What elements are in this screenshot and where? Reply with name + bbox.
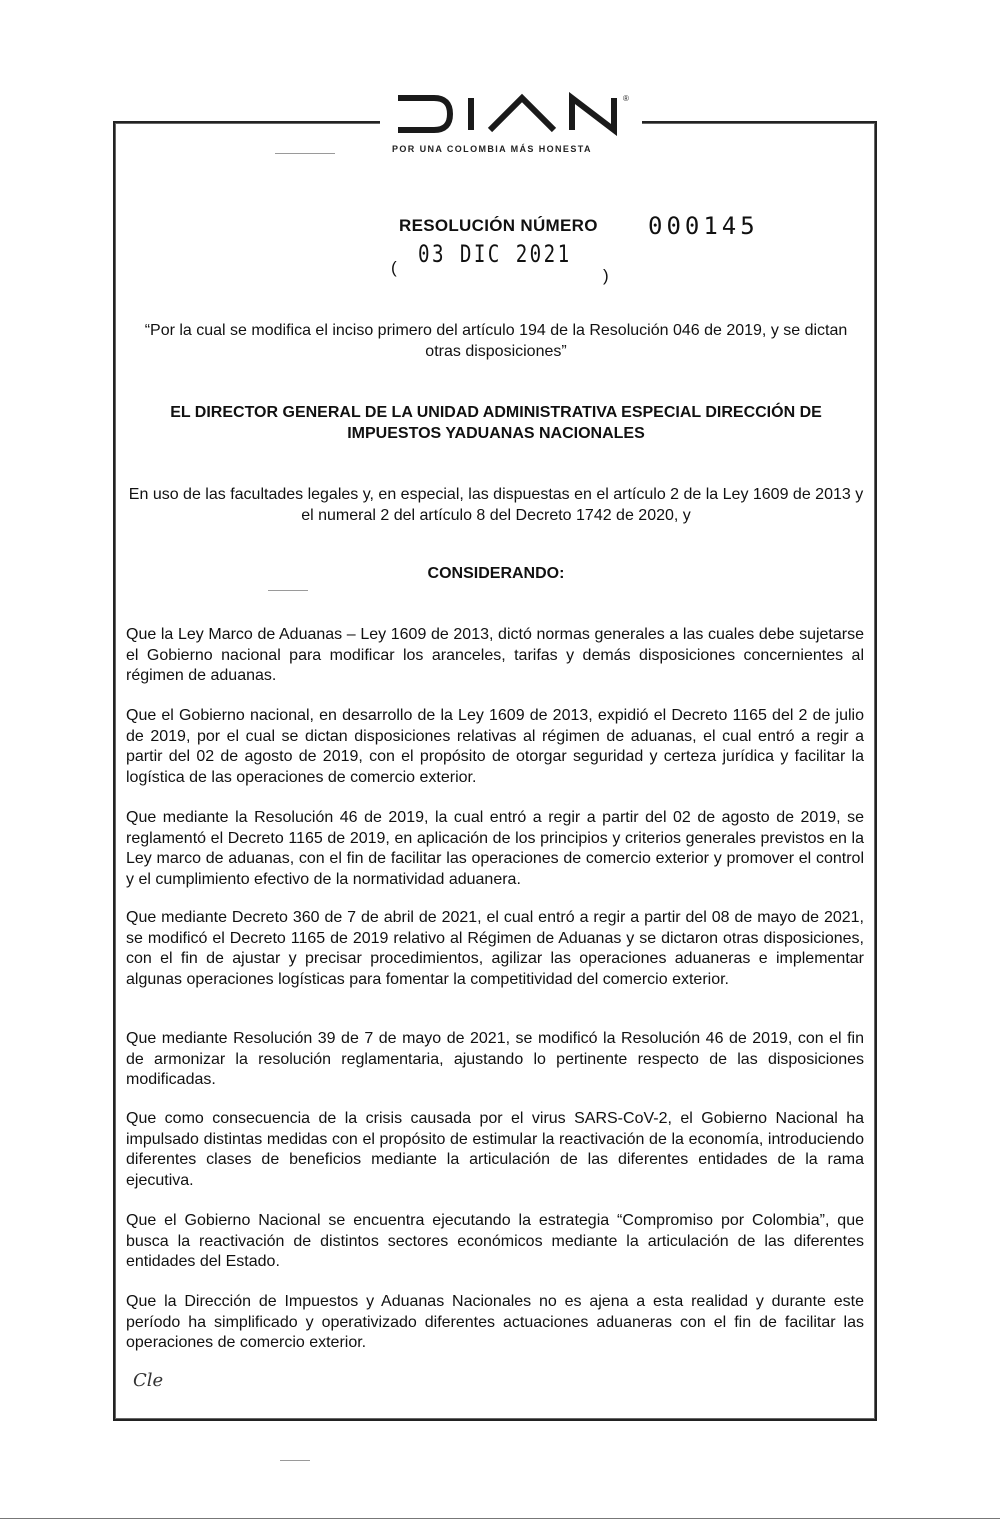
registered-mark: ® [623, 94, 629, 103]
resolution-label: RESOLUCIÓN NÚMERO [399, 216, 598, 235]
dian-logo-mark [394, 92, 624, 136]
logo-tagline: POR UNA COLOMBIA MÁS HONESTA [392, 144, 592, 154]
considering-paragraph: Que como consecuencia de la crisis causada por el virus SARS-CoV-2, el Gobierno Nacional ha impulsado distintas medidas con el propósito de estimular la reactivación de la economía, introduciendo diferentes clases de beneficios mediante la articulación de las diferentes entidades de la rama ejecutiva. [126, 1110, 864, 1189]
scan-edge-line [0, 1518, 1000, 1519]
considering-paragraph: Que la Dirección de Impuestos y Aduanas Nacionales no es ajena a esta realidad y durante este período ha simplificado y operativizado diferentes actuaciones aduaneras con el fin de facilitar las operaciones de comercio exterior. [126, 1293, 864, 1351]
date-paren-open: ( [391, 258, 397, 277]
considering-paragraph: Que mediante la Resolución 46 de 2019, la cual entró a regir a partir del 02 de agosto de 2019, se reglamentó el Decreto 1165 de 2019, en aplicación de los principios y criterios generales previstos en la Ley marco de aduanas, con el fin de facilitar las operaciones de comercio exterior y promover el control y el cumplimiento efectivo de la normatividad aduanera. [126, 809, 864, 888]
scan-speck [275, 153, 335, 154]
issuing-authority: EL DIRECTOR GENERAL DE LA UNIDAD ADMINISTRATIVA ESPECIAL DIRECCIÓN DE IMPUESTOS YADUANAS NACIONALES [170, 404, 822, 442]
considering-paragraph: Que mediante Resolución 39 de 7 de mayo de 2021, se modificó la Resolución 46 de 2019, con el fin de armonizar la resolución reglamentaria, ajustando lo pertinente respecto de las disposiciones modificadas. [126, 1030, 864, 1088]
considering-heading: CONSIDERANDO: [427, 565, 565, 582]
resolution-subject: “Por la cual se modifica el inciso primero del artículo 194 de la Resolución 046 de 2019, y se dictan otras disposiciones” [144, 322, 848, 360]
considering-paragraph: Que la Ley Marco de Aduanas – Ley 1609 de 2013, dictó normas generales a las cuales debe sujetarse el Gobierno nacional para modificar los aranceles, tarifas y demás disposiciones concernientes al régimen de aduanas. [126, 626, 864, 684]
resolution-number: 000145 [648, 212, 759, 240]
scan-speck [280, 1460, 310, 1461]
legal-powers: En uso de las facultades legales y, en especial, las dispuestas en el artículo 2 de la Ley 1609 de 2013 y el numeral 2 del artículo 8 del Decreto 1742 de 2020, y [128, 486, 864, 524]
considering-paragraph: Que mediante Decreto 360 de 7 de abril de 2021, el cual entró a regir a partir del 08 de mayo de 2021, se modificó el Decreto 1165 de 2019 relativo al Régimen de Aduanas y se dictaron otras disposiciones, con el fin de ajustar y precisar procedimientos, agilizar las operaciones aduaneras e implementar algunas operaciones logísticas para fomentar la competitividad del comercio exterior. [126, 909, 864, 988]
scan-speck [268, 590, 308, 591]
considering-paragraph: Que el Gobierno Nacional se encuentra ejecutando la estrategia “Compromiso por Colombia”, que busca la reactivación de distintos sectores económicos mediante la articulación de las diferentes entidades del Estado. [126, 1212, 864, 1270]
date-paren-close: ) [603, 266, 609, 285]
dian-logo [380, 92, 642, 160]
resolution-date-stamp: 03 DIC 2021 [418, 240, 572, 268]
handwritten-initials: Cle [133, 1370, 164, 1391]
considering-paragraph: Que el Gobierno nacional, en desarrollo de la Ley 1609 de 2013, expidió el Decreto 1165 del 2 de julio de 2019, por el cual se dictan disposiciones relativas al régimen de aduanas, el cual entró a regir a partir del 02 de agosto de 2019, con el propósito de otorgar seguridad y certeza jurídica y facilitar la logística de las operaciones de comercio exterior. [126, 707, 864, 786]
